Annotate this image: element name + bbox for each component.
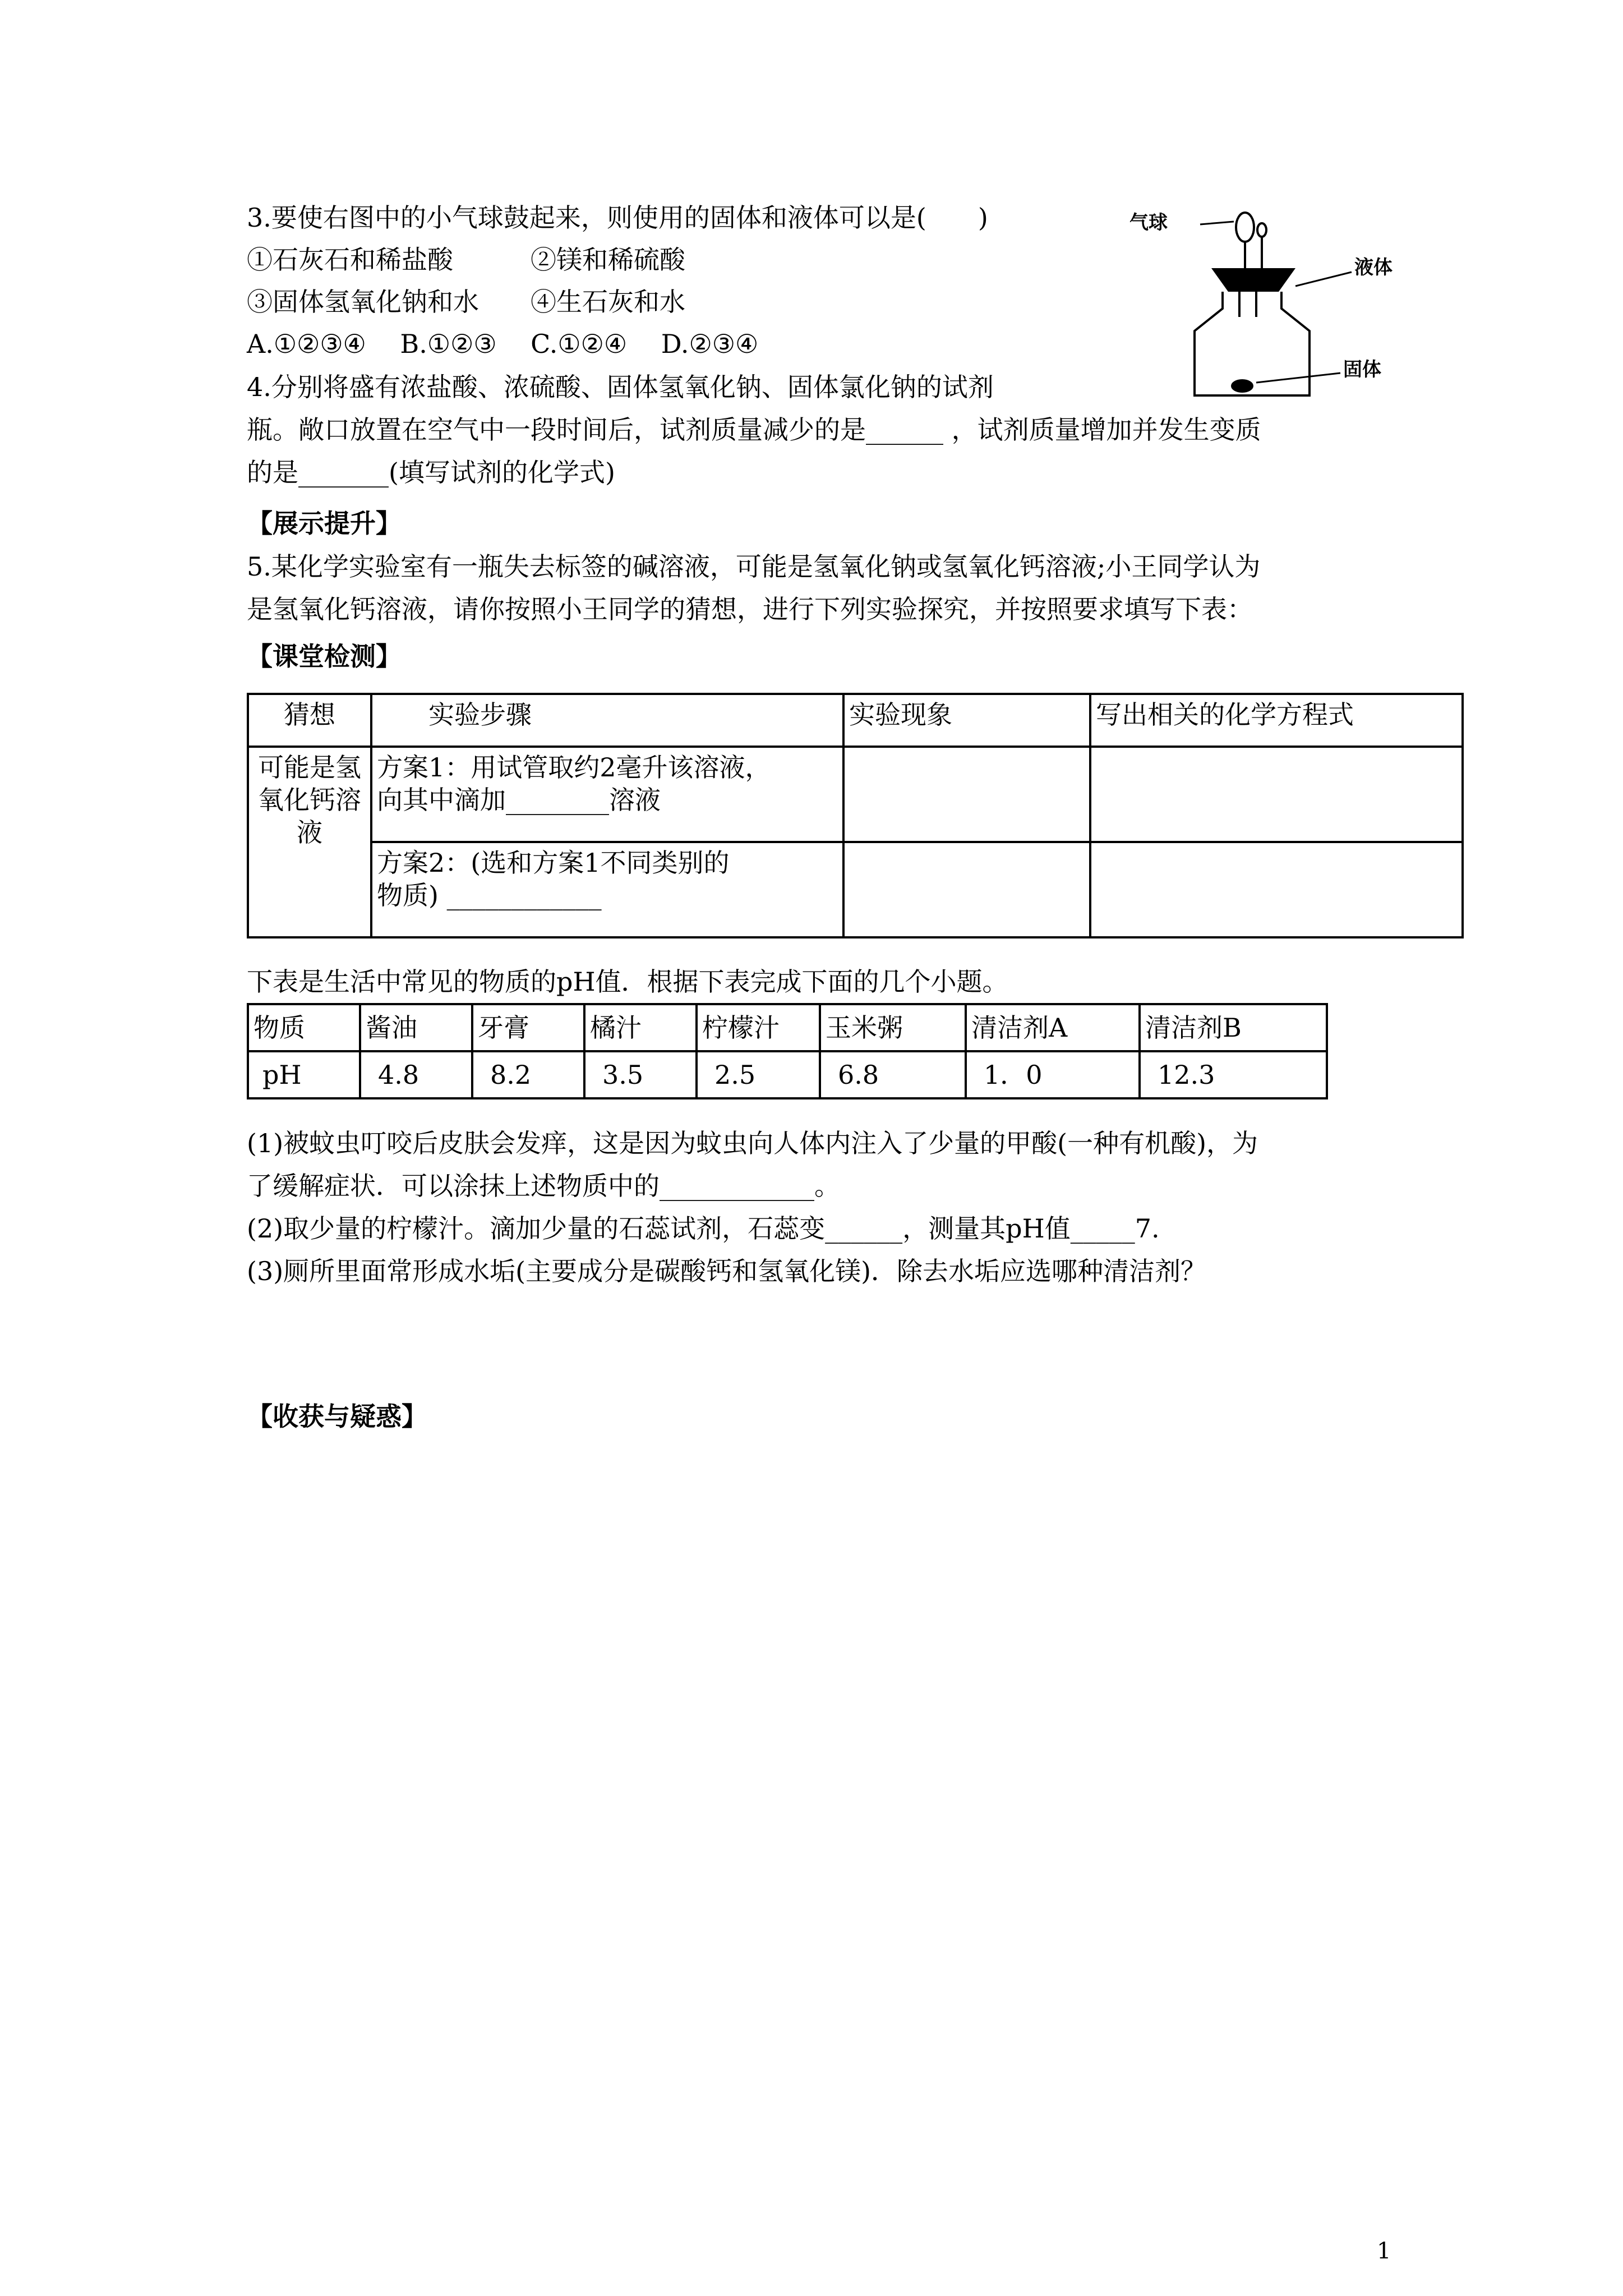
balloon-apparatus-figure (1127, 202, 1419, 409)
ph-intro: 下表是生活中常见的物质的pH值．根据下表完成下面的几个小题。 (247, 967, 1008, 997)
ph-value-cell: 8.2 (472, 1051, 584, 1098)
q4-line2: 瓶。敞口放置在空气中一段时间后，试剂质量减少的是______ ，试剂质量增加并发生变质 (247, 415, 1261, 445)
q4-line3: 的是_______(填写试剂的化学式) (247, 457, 615, 487)
ph-value-cell: 12.3 (1140, 1051, 1327, 1098)
experiment-table (247, 693, 1464, 938)
subq1-line1: (1)被蚊虫叮咬后皮肤会发痒，这是因为蚊虫向人体内注入了少量的甲酸(一种有机酸)，为 (247, 1128, 1258, 1158)
substance-cell: 牙膏 (472, 1004, 584, 1051)
q3-options-row1: ①石灰石和稀盐酸 ②镁和稀硫酸 (247, 245, 685, 275)
liquid-container-icon (1211, 268, 1295, 292)
section-harvest: 【收获与疑惑】 (247, 1401, 427, 1432)
plan2-cell: 方案2：(选和方案1不同类别的 物质) ____________ (371, 842, 843, 937)
q3-options-row2: ③固体氢氧化钠和水 ④生石灰和水 (247, 287, 685, 317)
plan1-equation-blank[interactable] (1090, 747, 1463, 842)
ph-value-cell: 3.5 (584, 1051, 697, 1098)
plan1-cell: 方案1：用试管取约2毫升该溶液， 向其中滴加________溶液 (371, 747, 843, 842)
substance-cell: 橘汁 (584, 1004, 697, 1051)
plan2-equation-blank[interactable] (1090, 842, 1463, 937)
subq3: (3)厕所里面常形成水垢(主要成分是碳酸钙和氢氧化镁)．除去水垢应选哪种清洁剂？ (247, 1256, 1207, 1286)
ph-value-cell: 2.5 (697, 1051, 820, 1098)
section-class-check: 【课堂检测】 (247, 641, 402, 671)
q3-choices: A.①②③④ B.①②③ C.①②④ D.②③④ (247, 329, 759, 359)
ph-value-cell: 1．0 (966, 1051, 1140, 1098)
guess-cell: 可能是氢 氧化钙溶 液 (248, 747, 371, 937)
q5-line1: 5.某化学实验室有一瓶失去标签的碱溶液，可能是氢氧化钠或氢氧化钙溶液;小王同学认为 (247, 551, 1261, 582)
balloon-label: 气球 (1129, 211, 1168, 234)
liquid-label: 液体 (1354, 256, 1393, 279)
header-guess: 猜想 (248, 694, 371, 747)
page-number: 1 (1377, 2238, 1391, 2264)
subq1-line2: 了缓解症状．可以涂抹上述物质中的____________。 (247, 1171, 840, 1201)
bottle-icon (1195, 292, 1310, 395)
subq2: (2)取少量的柠檬汁。滴加少量的石蕊试剂，石蕊变______，测量其pH值_____7. (247, 1213, 1160, 1244)
substance-cell: 玉米粥 (820, 1004, 966, 1051)
row-label-substance: 物质 (248, 1004, 360, 1051)
plan2-phenomenon-blank[interactable] (843, 842, 1090, 937)
ph-value-cell: 4.8 (360, 1051, 472, 1098)
substance-cell: 清洁剂A (966, 1004, 1140, 1051)
q4-line1: 4.分别将盛有浓盐酸、浓硫酸、固体氢氧化钠、固体氯化钠的试剂 (247, 372, 994, 402)
q5-line2: 是氢氧化钙溶液，请你按照小王同学的猜想，进行下列实验探究，并按照要求填写下表： (247, 594, 1253, 624)
row-label-ph: pH (248, 1051, 360, 1098)
section-show-up: 【展示提升】 (247, 508, 402, 539)
header-equation: 写出相关的化学方程式 (1090, 694, 1463, 747)
q3-stem: 3.要使右图中的小气球鼓起来，则使用的固体和液体可以是( ) (247, 203, 988, 233)
header-phenomenon: 实验现象 (843, 694, 1090, 747)
substance-cell: 清洁剂B (1140, 1004, 1327, 1051)
plan1-phenomenon-blank[interactable] (843, 747, 1090, 842)
solid-label: 固体 (1343, 358, 1381, 381)
substance-cell: 柠檬汁 (697, 1004, 820, 1051)
solid-icon (1231, 379, 1253, 393)
header-steps: 实验步骤 (371, 694, 843, 747)
substance-cell: 酱油 (360, 1004, 472, 1051)
ph-value-cell: 6.8 (820, 1051, 966, 1098)
balloon-icon (1236, 213, 1254, 242)
ph-table (247, 1003, 1328, 1099)
